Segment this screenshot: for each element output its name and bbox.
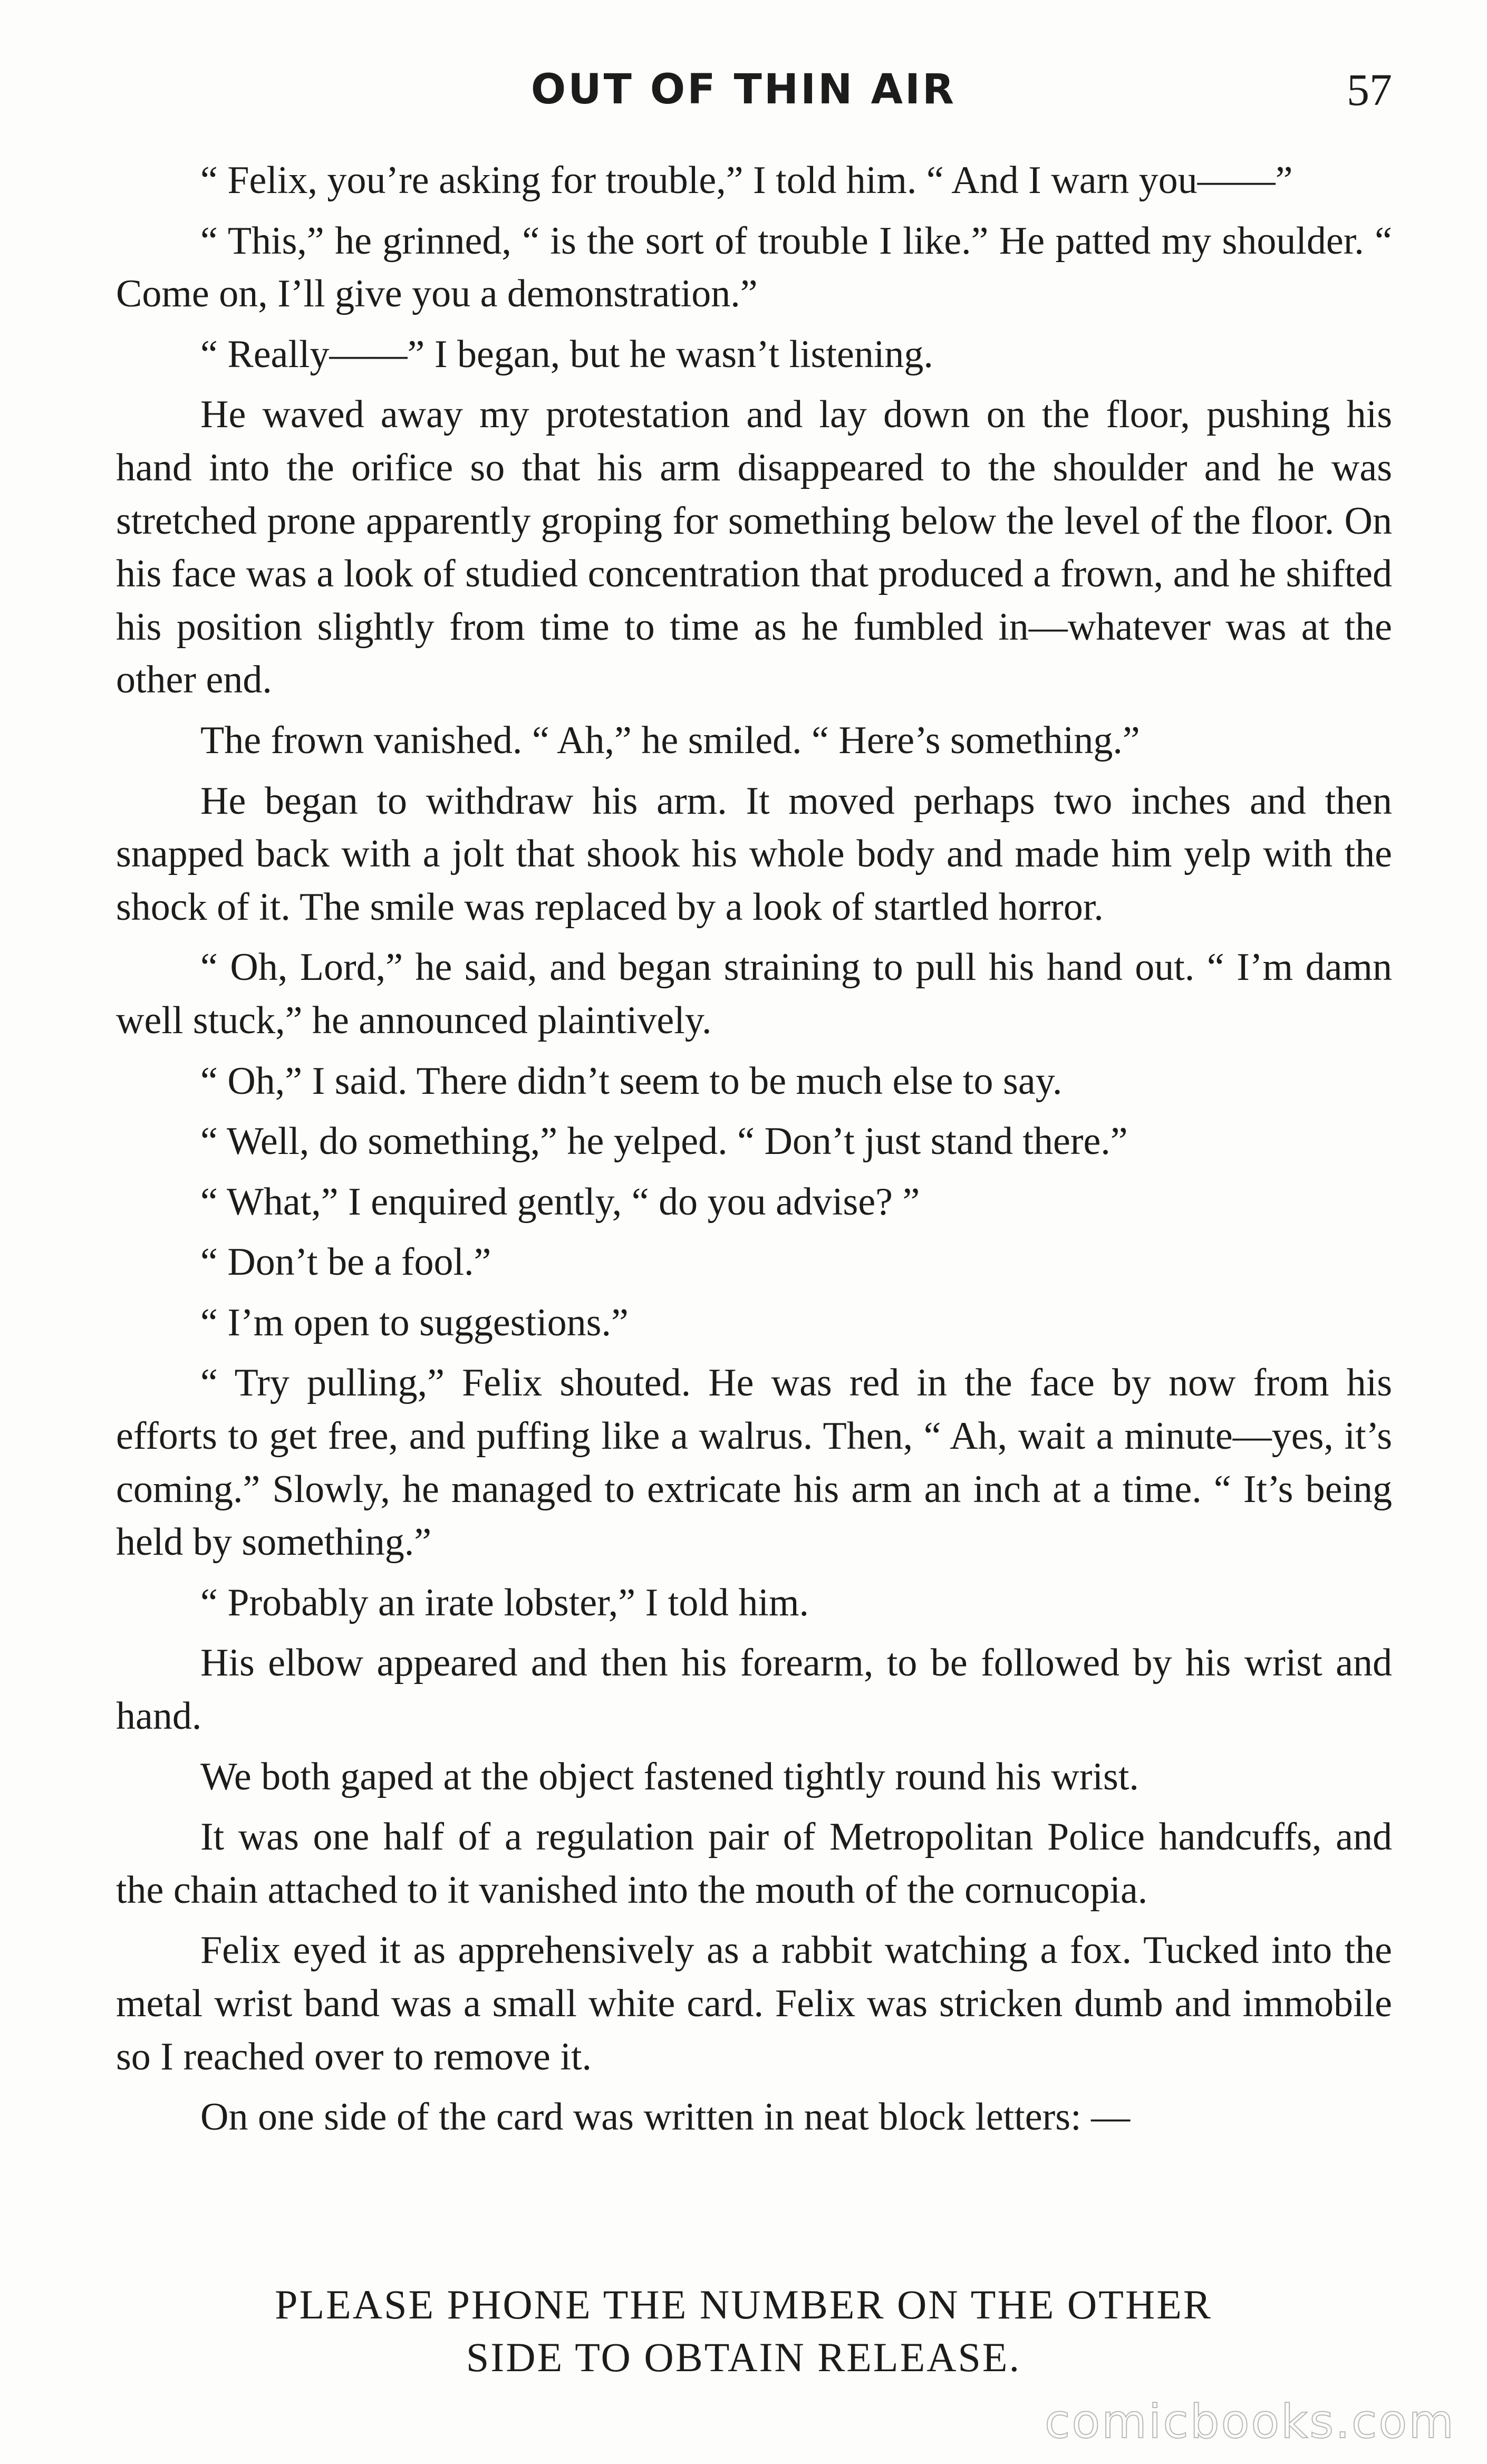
paragraph: The frown vanished. “ Ah,” he smiled. “ Here’s something.”: [200, 718, 1140, 762]
paragraph: “ Try pulling,” Felix shouted. He was red in the face by now from his efforts to get free, and puffing like a walrus. Then, “ Ah, wait a minute—yes, it’s coming.” Slowly, he managed to extricate his arm an inch at a time. “ It’s being held by something.”: [116, 1361, 1392, 1564]
paragraph: He began to withdraw his arm. It moved perhaps two inches and then snapped back with a jolt that shook his whole body and made him yelp with the shock of it. The smile was replaced by a look of startled horror.: [116, 779, 1392, 929]
paragraph: We both gaped at the object fastened tightly round his wrist.: [200, 1755, 1139, 1798]
card-notice: [0, 2278, 1487, 2384]
paragraph: Felix eyed it as apprehensively as a rabbit watching a fox. Tucked into the metal wrist band was a small white card. Felix was stricken dumb and immobile so I reached over to remove it.: [116, 1929, 1392, 2078]
paragraph: His elbow appeared and then his forearm, to be followed by his wrist and hand.: [116, 1641, 1392, 1738]
page-number: 57: [1347, 64, 1392, 115]
watermark: comicbooks.com: [1044, 2394, 1455, 2449]
notice-line: SIDE TO OBTAIN RELEASE.: [466, 2334, 1021, 2380]
paragraph: “ What,” I enquired gently, “ do you advise? ”: [200, 1180, 920, 1224]
paragraph: “ Felix, you’re asking for trouble,” I told him. “ And I warn you——”: [200, 159, 1293, 202]
paragraph: “ Oh,” I said. There didn’t seem to be much else to say.: [200, 1059, 1063, 1103]
running-title: OUT OF THIN AIR: [530, 66, 957, 113]
page-header: [0, 58, 1487, 121]
paragraph: “ This,” he grinned, “ is the sort of trouble I like.” He patted my shoulder. “ Come on, I’ll give you a demonstration.”: [116, 219, 1392, 316]
paragraph: It was one half of a regulation pair of Metropolitan Police handcuffs, and the chain attached to it vanished into the mouth of the cornucopia.: [116, 1815, 1392, 1912]
paragraph: “ Don’t be a fool.”: [200, 1240, 491, 1284]
paragraph: “ Probably an irate lobster,” I told him.: [200, 1581, 809, 1624]
paragraph: He waved away my protestation and lay down on the floor, pushing his hand into the orifice so that his arm disappeared to the shoulder and he was stretched prone apparently groping for something below the level of the floor. On his face was a look of studied concentration that produced a frown, and he shifted his position slightly from time to time as he fumbled in—whatever was at the other end.: [116, 393, 1392, 702]
paragraph: “ Well, do something,” he yelped. “ Don’t just stand there.”: [200, 1120, 1128, 1163]
paragraph: “ I’m open to suggestions.”: [200, 1301, 629, 1344]
notice-line: PLEASE PHONE THE NUMBER ON THE OTHER: [275, 2282, 1212, 2327]
body-text: [116, 154, 1392, 2144]
paragraph: On one side of the card was written in neat block letters: —: [200, 2095, 1131, 2139]
paragraph: “ Really——” I began, but he wasn’t listening.: [200, 332, 933, 376]
paragraph: “ Oh, Lord,” he said, and began straining to pull his hand out. “ I’m damn well stuck,” he announced plaintively.: [116, 946, 1392, 1042]
